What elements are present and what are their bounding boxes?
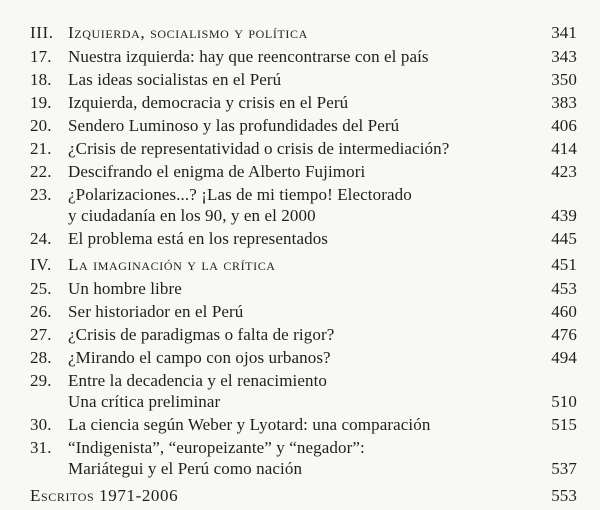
entry-number: 23. (30, 185, 52, 204)
entry-number: 30. (30, 415, 52, 434)
entry-title (68, 22, 529, 43)
entry-title-line: Izquierda, democracia y crisis en el Perú (68, 93, 349, 112)
entry-title-line: Entre la decadencia y el renacimiento (68, 371, 328, 390)
toc-entry-row (30, 370, 577, 412)
entry-number: IV. (30, 255, 52, 274)
toc-entry-row (30, 115, 577, 136)
entry-title (68, 278, 529, 299)
entry-title (68, 301, 529, 322)
toc-entry-row (30, 228, 577, 249)
entry-title-line: Mariátegui y el Perú como nación (68, 459, 303, 478)
entry-title-line: Nuestra izquierda: hay que reencontrarse con el país (68, 47, 429, 66)
entry-title (68, 370, 529, 412)
toc-entry-row (30, 437, 577, 479)
page-number: 537 (551, 459, 577, 478)
page-number: 460 (551, 302, 577, 321)
toc-entry-row (30, 69, 577, 90)
entry-title (68, 254, 529, 275)
entry-number: 17. (30, 47, 52, 66)
toc-entry-row (30, 301, 577, 322)
entry-title (68, 347, 529, 368)
entry-title (68, 115, 529, 136)
entry-title-line: Un hombre libre (68, 279, 182, 298)
toc-entry-row (30, 324, 577, 345)
entry-title (68, 138, 529, 159)
entry-number: 31. (30, 438, 52, 457)
toc-entry-row (30, 347, 577, 368)
entry-title (68, 46, 529, 67)
page-number: 406 (551, 116, 577, 135)
toc-section-row (30, 22, 577, 43)
entry-title (68, 324, 529, 345)
toc-section-row (30, 254, 577, 275)
page-number: 553 (551, 486, 577, 505)
entry-title (68, 92, 529, 113)
page-number: 383 (551, 93, 577, 112)
toc-entry-row (30, 46, 577, 67)
page-number: 341 (551, 23, 577, 42)
page-number: 453 (551, 279, 577, 298)
page-number: 439 (551, 206, 577, 225)
entry-number: 28. (30, 348, 52, 367)
entry-title-line: ¿Polarizaciones...? ¡Las de mi tiempo! Electorado (68, 185, 412, 204)
entry-title-line: Ser historiador en el Perú (68, 302, 244, 321)
entry-number: 21. (30, 139, 52, 158)
entry-title (68, 161, 529, 182)
entry-title-line: ¿Mirando el campo con ojos urbanos? (68, 348, 331, 367)
toc-entry-row (30, 161, 577, 182)
entry-title (68, 414, 529, 435)
page-number: 343 (551, 47, 577, 66)
entry-number: 20. (30, 116, 52, 135)
entry-title (68, 184, 529, 226)
toc-entry-row (30, 92, 577, 113)
page-number: 476 (551, 325, 577, 344)
entry-title-line: ¿Crisis de paradigmas o falta de rigor? (68, 325, 335, 344)
entry-title-line: Una crítica preliminar (68, 392, 221, 411)
entry-number: 22. (30, 162, 52, 181)
entry-title-line: Sendero Luminoso y las profundidades del Perú (68, 116, 400, 135)
toc-entry-row (30, 414, 577, 435)
entry-number: 25. (30, 279, 52, 298)
entry-number: 29. (30, 371, 52, 390)
toc-entry-row (30, 138, 577, 159)
page-number: 510 (551, 392, 577, 411)
page-number: 350 (551, 70, 577, 89)
entry-title-line: y ciudadanía en los 90, y en el 2000 (68, 206, 316, 225)
entry-title (68, 69, 529, 90)
entry-title-line: Izquierda, socialismo y política (68, 23, 308, 42)
entry-title (30, 485, 529, 506)
entry-number: 18. (30, 70, 52, 89)
page-number: 445 (551, 229, 577, 248)
toc-section-row (30, 485, 577, 506)
page-number: 414 (551, 139, 577, 158)
entry-title-line: ¿Crisis de representatividad o crisis de intermediación? (68, 139, 450, 158)
entry-title-line: La imaginación y la crítica (68, 255, 276, 274)
page-number: 515 (551, 415, 577, 434)
toc-entry-row (30, 184, 577, 226)
entry-title-line: Escritos 1971-2006 (30, 486, 179, 505)
entry-title-line: La ciencia según Weber y Lyotard: una comparación (68, 415, 431, 434)
entry-number: 26. (30, 302, 52, 321)
entry-number: 24. (30, 229, 52, 248)
entry-number: 27. (30, 325, 52, 344)
page-number: 494 (551, 348, 577, 367)
entry-title (68, 437, 529, 479)
entry-title-line: “Indigenista”, “europeizante” y “negador”: (68, 438, 365, 457)
entry-number: 19. (30, 93, 52, 112)
entry-title-line: Descifrando el enigma de Alberto Fujimori (68, 162, 366, 181)
page-number: 423 (551, 162, 577, 181)
entry-title-line: Las ideas socialistas en el Perú (68, 70, 282, 89)
entry-title-line: El problema está en los representados (68, 229, 329, 248)
page-number: 451 (551, 255, 577, 274)
entry-number: III. (30, 23, 54, 42)
entry-title (68, 228, 529, 249)
toc-entry-row (30, 278, 577, 299)
